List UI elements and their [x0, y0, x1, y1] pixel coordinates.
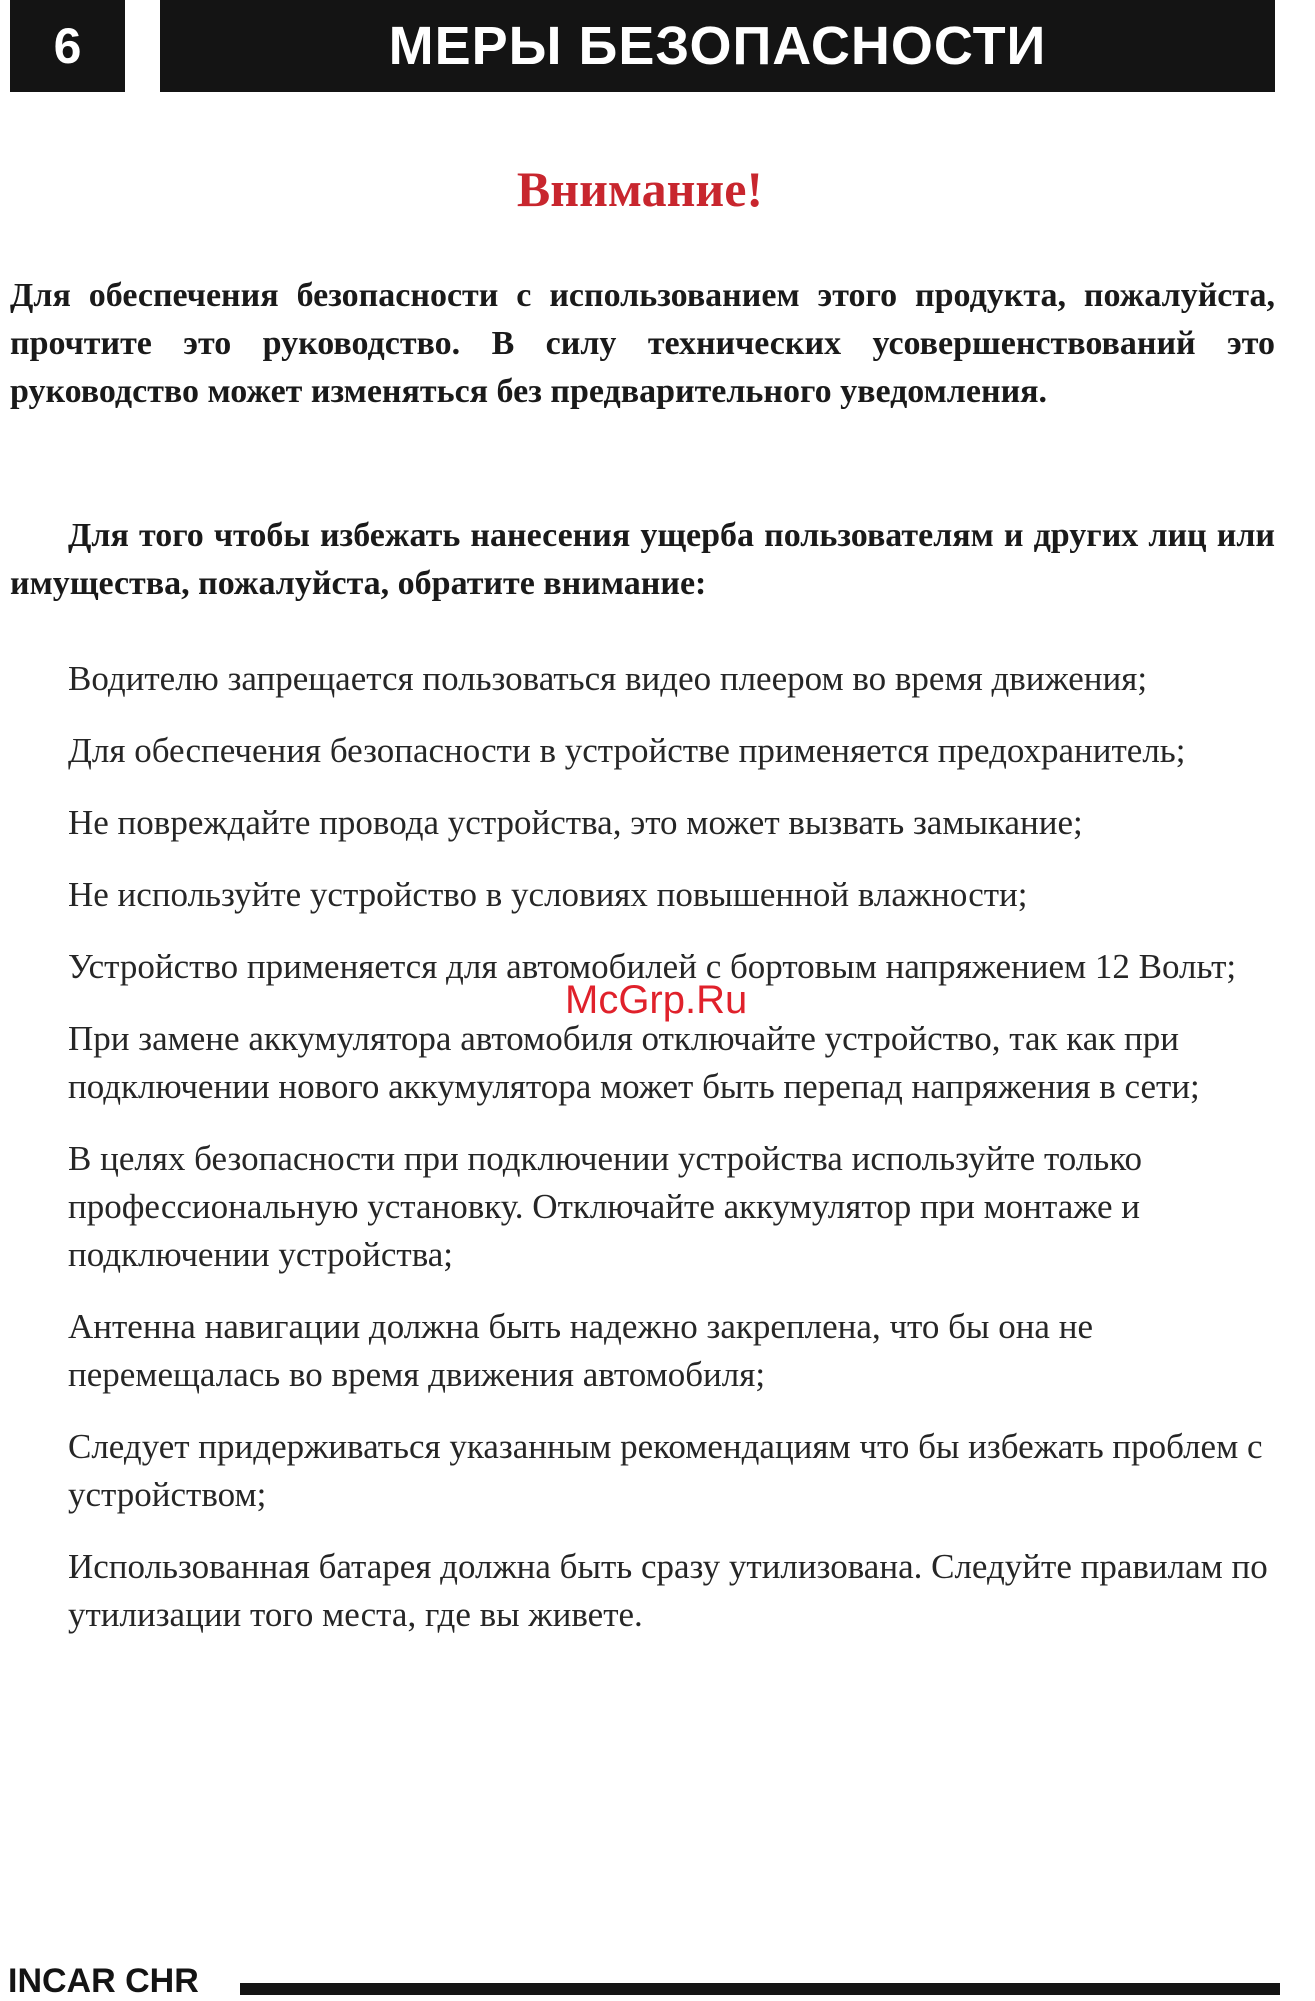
- watermark: McGrp.Ru: [565, 978, 748, 1022]
- intro-paragraph: Для обеспечения безопасности с использованием этого продукта, пожалуйста, прочтите это руководство. В силу технических усовершенствований это руководство может изменяться без предварительного уведомления.: [10, 277, 1275, 410]
- section-title: МЕРЫ БЕЗОПАСНОСТИ: [160, 0, 1275, 92]
- precaution-item: Для обеспечения безопасности в устройстве применяется предохранитель;: [68, 731, 1186, 770]
- page-number: 6: [10, 0, 125, 92]
- precaution-item: В целях безопасности при подключении устройства используйте только профессиональную установку. Отключайте аккумулятор при монтаже и подключении устройства;: [68, 1139, 1142, 1274]
- precaution-item: При замене аккумулятора автомобиля отключайте устройство, так как при подключении нового аккумулятора может быть перепад напряжения в сети;: [68, 1019, 1200, 1106]
- precaution-item: Не повреждайте провода устройства, это может вызвать замыкание;: [68, 803, 1083, 842]
- precautions-list: [68, 655, 1283, 1663]
- precaution-item: Использованная батарея должна быть сразу утилизована. Следуйте правилам по утилизации того места, где вы живете.: [68, 1547, 1268, 1634]
- precaution-item: Не используйте устройство в условиях повышенной влажности;: [68, 875, 1028, 914]
- precaution-item: Следует придерживаться указанным рекомендациям что бы избежать проблем с устройством;: [68, 1427, 1263, 1514]
- precaution-item: Водителю запрещается пользоваться видео плеером во время движения;: [68, 659, 1148, 698]
- intro-paragraph: Для того чтобы избежать нанесения ущерба пользователям и других лиц или имущества, пожалуйста, обратите внимание:: [10, 517, 1275, 602]
- footer-rule: [240, 1983, 1280, 1995]
- precaution-item: Устройство применяется для автомобилей с бортовым напряжением 12 Вольт;: [68, 947, 1237, 986]
- footer-brand: INCAR CHR: [8, 1962, 199, 2000]
- precaution-item: Антенна навигации должна быть надежно закреплена, что бы она не перемещалась во время движения автомобиля;: [68, 1307, 1093, 1394]
- attention-heading: Внимание!: [516, 161, 764, 217]
